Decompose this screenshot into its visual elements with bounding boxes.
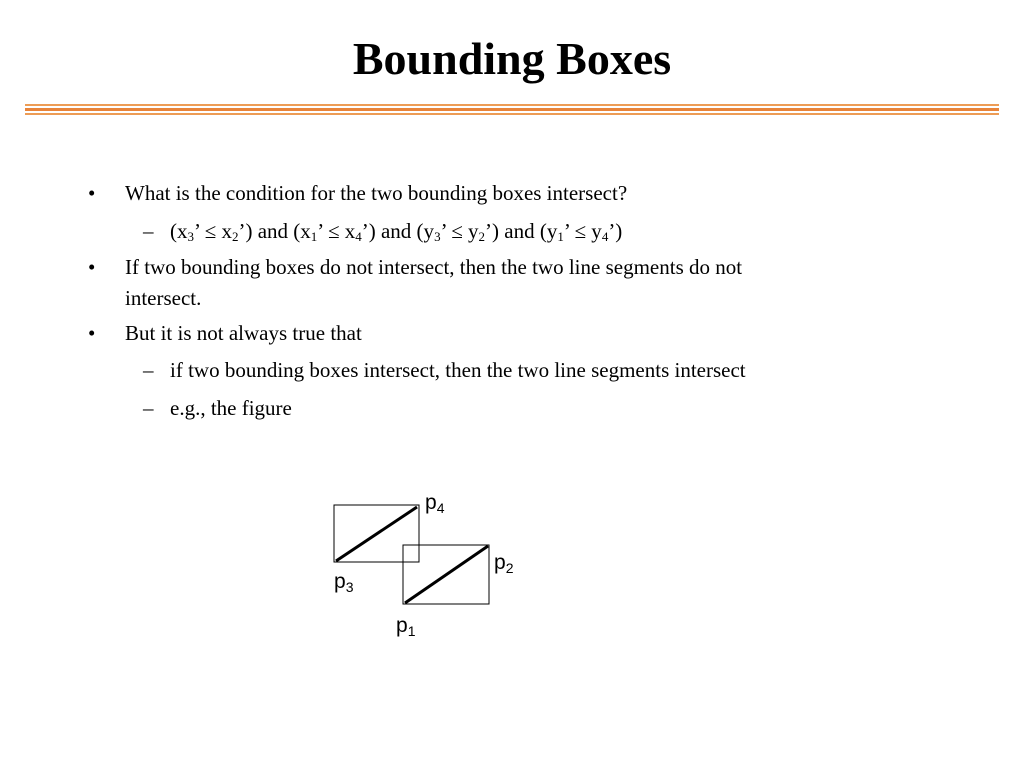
sub-bullet-condition-formula: ($x_3$’ ≤ $x_2$’) and ($x_1$’ ≤ $x_4$’) and ($y_3$’ ≤ $y_2$’) and ($y_1$’ ≤ $y_4$’) — [170, 219, 623, 244]
segment-p3-p4 — [336, 507, 417, 561]
sub-bullet-marker: – — [143, 396, 154, 420]
bullet-marker: • — [88, 181, 96, 205]
sub-bullet-example: e.g., the figure — [170, 396, 292, 420]
bullet-marker: • — [88, 255, 96, 279]
slide-title: Bounding Boxes — [352, 33, 672, 84]
label-p1: $p_1$ — [396, 614, 416, 639]
sub-bullet-intersect-claim: if two bounding boxes intersect, then the two line segments intersect — [170, 358, 746, 382]
bullet-not-always-true: But it is not always true that — [125, 321, 362, 345]
bullet-no-intersect-line1: If two bounding boxes do not intersect, then the two line segments do not — [125, 255, 743, 279]
bullet-marker: • — [88, 321, 96, 345]
bullet-no-intersect-line2: intersect. — [125, 286, 202, 310]
segment-p1-p2 — [405, 546, 488, 603]
sub-bullet-marker: – — [143, 219, 154, 243]
label-p2: $p_2$ — [494, 551, 514, 576]
sub-bullet-marker: – — [143, 358, 154, 382]
label-p4: $p_4$ — [425, 491, 445, 516]
label-p3: $p_3$ — [334, 570, 354, 595]
bullet-condition-question: What is the condition for the two bounding boxes intersect? — [125, 181, 628, 205]
